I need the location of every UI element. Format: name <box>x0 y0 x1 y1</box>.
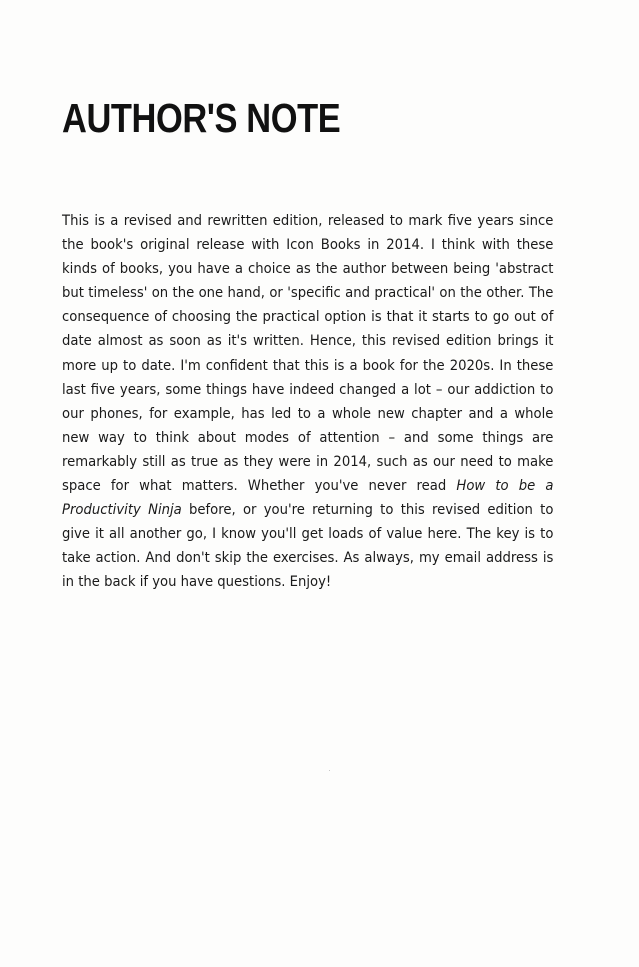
paragraph-text-end: before, or you're returning to this revised edition to give it all another go, I know you'll get loads of value here. The key is to take action. And don't skip the exercises. As always, my email address is in the back if you have questions. Enjoy! <box>62 501 554 591</box>
page-heading: AUTHOR'S NOTE <box>62 95 341 141</box>
paper-speck <box>329 770 330 771</box>
author-note-paragraph <box>62 209 553 595</box>
book-title: How to be a Productivity Ninja <box>62 477 554 519</box>
paragraph-text-start: This is a revised and rewritten edition, released to mark five years since the book's original release with Icon Books in 2014. I think with these kinds of books, you have a choice as the author between being 'abstract but timeless' on the one hand, or 'specific and practical' on the other. The consequence of choosing the practical option is that it starts to go out of date almost as soon as it's written. Hence, this revised edition brings it more up to date. I'm confident that this is a book for the 2020s. In these last five years, some things have indeed changed a lot – our addiction to our phones, for example, has led to a whole new chapter and a whole new way to think about modes of attention – and some things are remarkably still as true as they were in 2014, such as our need to make space for what matters. Whether you've never read <box>62 212 554 495</box>
